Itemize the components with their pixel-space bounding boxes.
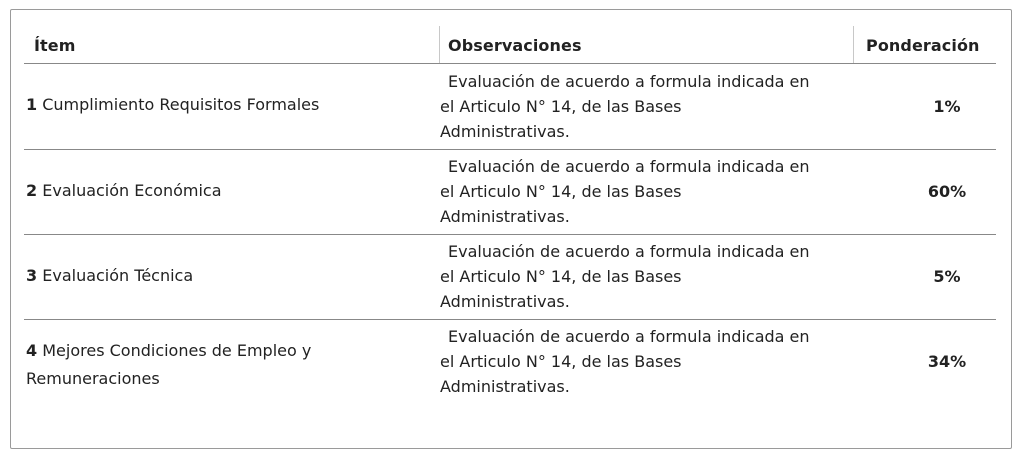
observation-text: Administrativas. bbox=[440, 122, 570, 141]
header-ponderacion: Ponderación bbox=[866, 36, 980, 55]
observation-text: Administrativas. bbox=[440, 377, 570, 396]
header-observaciones: Observaciones bbox=[448, 36, 582, 55]
observation-text: el Articulo N° 14, de las Bases bbox=[440, 182, 682, 201]
item-label: Remuneraciones bbox=[26, 369, 160, 388]
item-number: 3 bbox=[26, 266, 38, 285]
observation-cell bbox=[440, 324, 810, 399]
observation-text: el Articulo N° 14, de las Bases bbox=[440, 97, 682, 116]
item-cell bbox=[26, 177, 222, 205]
observation-cell bbox=[440, 239, 810, 314]
observation-text: el Articulo N° 14, de las Bases bbox=[440, 267, 682, 286]
row-rule bbox=[24, 234, 996, 235]
header-item: Ítem bbox=[34, 36, 76, 55]
item-cell bbox=[26, 337, 311, 393]
observation-text: Evaluación de acuerdo a formula indicada en bbox=[448, 242, 810, 261]
weight-value: 34% bbox=[927, 352, 967, 371]
item-number: 2 bbox=[26, 181, 38, 200]
column-divider bbox=[853, 26, 854, 64]
observation-text: Administrativas. bbox=[440, 292, 570, 311]
weight-value: 5% bbox=[933, 267, 961, 286]
item-number: 1 bbox=[26, 95, 38, 114]
row-rule bbox=[24, 319, 996, 320]
item-cell bbox=[26, 91, 319, 119]
observation-cell bbox=[440, 154, 810, 229]
item-label: Evaluación Técnica bbox=[42, 266, 194, 285]
header-rule bbox=[24, 63, 996, 64]
observation-text: Administrativas. bbox=[440, 207, 570, 226]
row-rule bbox=[24, 149, 996, 150]
item-number: 4 bbox=[26, 341, 38, 360]
item-label: Cumplimiento Requisitos Formales bbox=[42, 95, 320, 114]
observation-text: Evaluación de acuerdo a formula indicada en bbox=[448, 72, 810, 91]
observation-text: Evaluación de acuerdo a formula indicada en bbox=[448, 157, 810, 176]
item-label: Evaluación Económica bbox=[42, 181, 222, 200]
observation-text: el Articulo N° 14, de las Bases bbox=[440, 352, 682, 371]
weight-value: 1% bbox=[933, 97, 961, 116]
item-label: Mejores Condiciones de Empleo y bbox=[42, 341, 312, 360]
weight-value: 60% bbox=[927, 182, 967, 201]
item-cell bbox=[26, 262, 193, 290]
column-divider bbox=[439, 26, 440, 64]
observation-cell bbox=[440, 69, 810, 144]
observation-text: Evaluación de acuerdo a formula indicada en bbox=[448, 327, 810, 346]
